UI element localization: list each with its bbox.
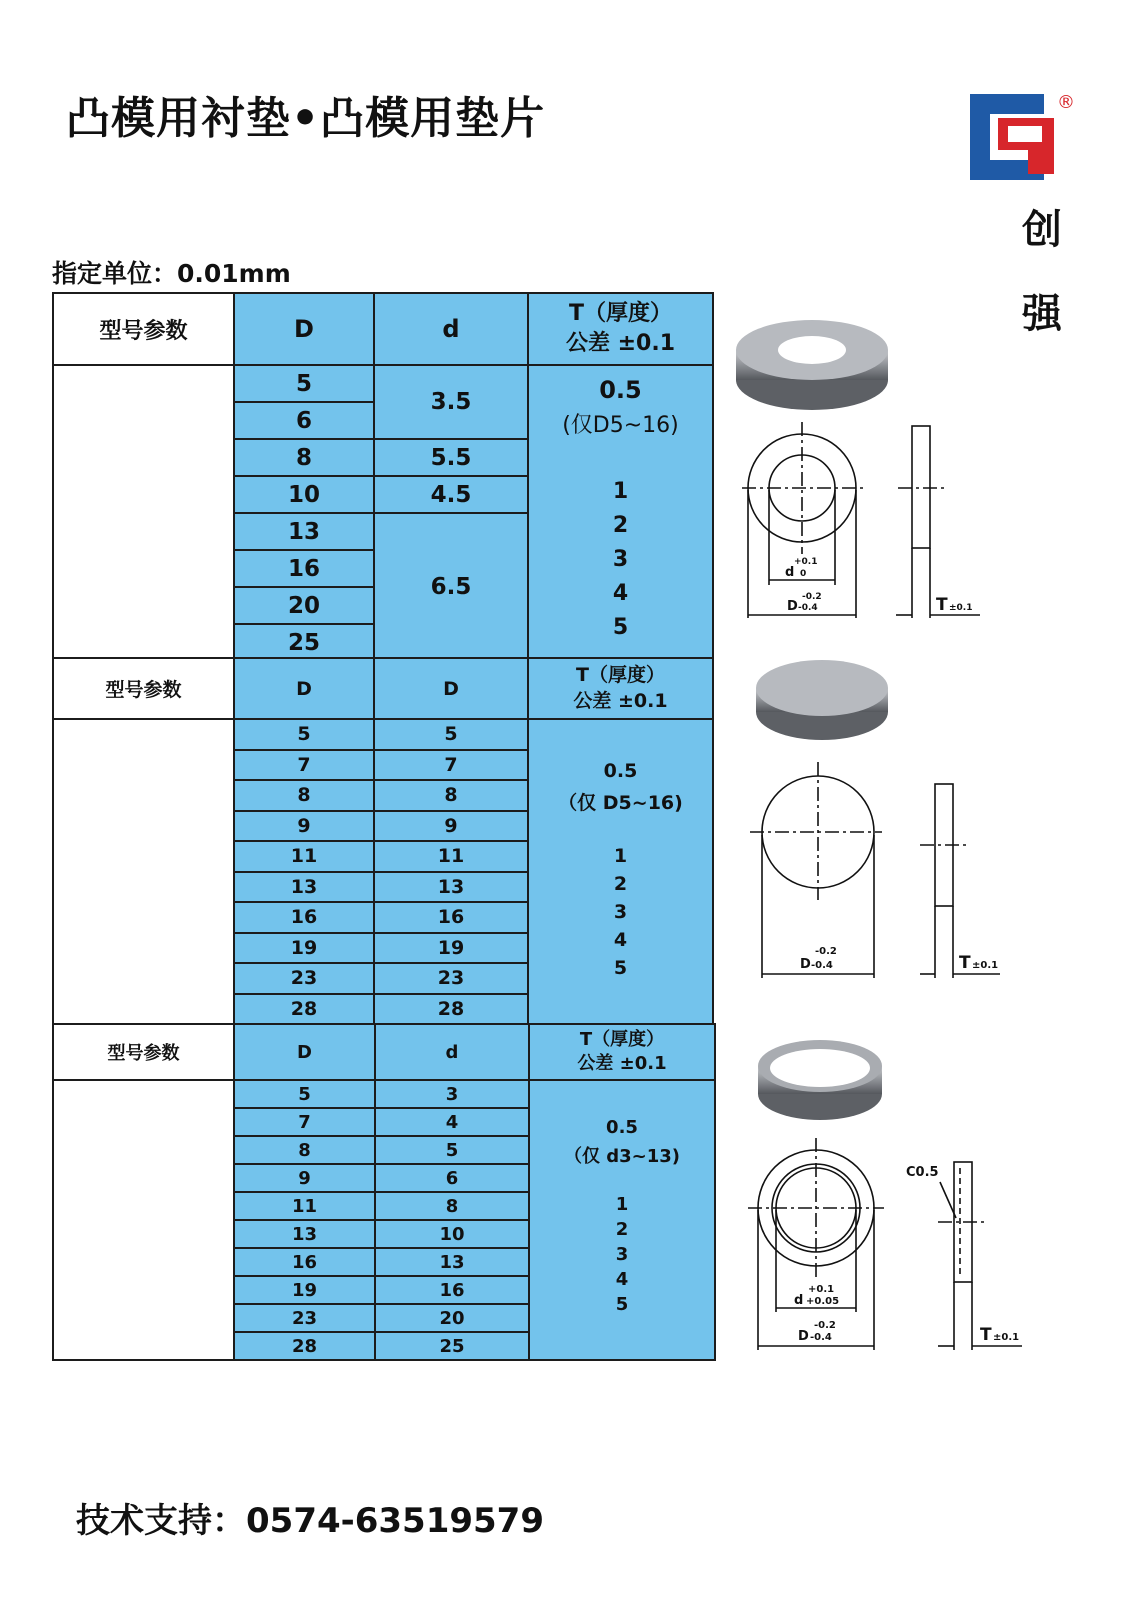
ring-drawing-3 [730, 1030, 1030, 1360]
T-cell: 0.5 (仅D5~16) 1 2 3 4 5 [528, 365, 713, 661]
brand-logo [966, 88, 1078, 184]
table-row: 6 [234, 402, 374, 439]
registered-mark: ® [1057, 92, 1075, 113]
d-cell: 6 [375, 1164, 529, 1192]
spec-table-1 [52, 292, 714, 662]
svg-text:-0.4: -0.4 [811, 960, 833, 971]
table-row: 13 [234, 1220, 375, 1248]
table-row: 28 [234, 994, 374, 1025]
d-cell: 16 [375, 1276, 529, 1304]
table-row: 23 [234, 1304, 375, 1332]
table-row: 9 [234, 811, 374, 842]
table-row: 8 [234, 439, 374, 476]
svg-text:+0.1: +0.1 [808, 1284, 835, 1295]
T-label: T [959, 953, 971, 973]
T-cell: 0.5 （仅 D5~16) 1 2 3 4 5 [528, 719, 713, 1024]
d-cell: 28 [374, 994, 528, 1025]
table-row: 19 [234, 1276, 375, 1304]
table-row: 11 [234, 841, 374, 872]
d-cell: 20 [375, 1304, 529, 1332]
table-row: 10 [234, 476, 374, 513]
d-cell: 7 [374, 750, 528, 781]
d-cell: 8 [374, 780, 528, 811]
d-cell: 6.5 [374, 513, 528, 661]
table-row: 25 [234, 624, 374, 661]
table-row: 9 [234, 1164, 375, 1192]
d-cell: 19 [374, 933, 528, 964]
table-row: 7 [234, 1108, 375, 1136]
table-row: 28 [234, 1332, 375, 1360]
chamfer-label: C0.5 [906, 1165, 939, 1180]
ring-front-view [748, 1138, 884, 1350]
d-cell: 4 [375, 1108, 529, 1136]
D-label: D [800, 957, 811, 972]
disc-photo [756, 660, 888, 740]
d-cell: 16 [374, 902, 528, 933]
svg-text:-0.4: -0.4 [798, 603, 818, 613]
d-label: d [794, 1293, 804, 1308]
ring-side-view [938, 1162, 1022, 1350]
svg-text:±0.1: ±0.1 [993, 1332, 1020, 1343]
washer-front-view [742, 422, 863, 618]
washer-photo [736, 320, 888, 410]
svg-text:0: 0 [800, 569, 807, 579]
washer-side-view [896, 426, 980, 618]
header-model: 型号参数 [53, 658, 234, 719]
table-row: 7 [234, 750, 374, 781]
model-cell [53, 365, 234, 661]
d-cell: 5.5 [374, 439, 528, 476]
disc-side-view [920, 784, 1000, 978]
header-d: D [374, 658, 528, 719]
table-row: 16 [234, 550, 374, 587]
table-row: 16 [234, 902, 374, 933]
model-cell [53, 719, 234, 1024]
table-row: 5 [234, 365, 374, 402]
svg-text:-0.2: -0.2 [802, 592, 822, 602]
table-row: 23 [234, 963, 374, 994]
table-row: 13 [234, 513, 374, 550]
ring-photo [758, 1040, 882, 1120]
T-label: T [936, 595, 948, 615]
header-d: d [375, 1024, 529, 1080]
T-label: T [980, 1325, 992, 1345]
d-cell: 3 [375, 1080, 529, 1108]
d-cell: 13 [374, 872, 528, 903]
svg-text:±0.1: ±0.1 [949, 603, 973, 613]
disc-drawing-2 [730, 650, 1010, 990]
svg-text:-0.2: -0.2 [815, 946, 837, 957]
header-model: 型号参数 [53, 293, 234, 365]
unit-note: 指定单位：0.01mm [52, 259, 291, 288]
d-cell: 10 [375, 1220, 529, 1248]
page-title: 凸模用衬垫•凸模用垫片 [66, 93, 546, 144]
table-row: 5 [234, 1080, 375, 1108]
table-row: 13 [234, 872, 374, 903]
spec-table-3 [52, 1023, 716, 1361]
d-cell: 8 [375, 1192, 529, 1220]
spec-table-2 [52, 657, 714, 1025]
svg-text:+0.1: +0.1 [794, 557, 818, 567]
d-cell: 9 [374, 811, 528, 842]
svg-text:-0.4: -0.4 [810, 1332, 832, 1343]
header-T: T（厚度） 公差 ±0.1 [529, 1024, 715, 1080]
d-cell: 13 [375, 1248, 529, 1276]
d-cell: 5 [375, 1136, 529, 1164]
header-T: T（厚度） 公差 ±0.1 [528, 293, 713, 365]
table-row: 5 [234, 719, 374, 750]
d-cell: 25 [375, 1332, 529, 1360]
table-row: 20 [234, 587, 374, 624]
washer-drawing-1 [730, 300, 1000, 640]
brand-name-1: 创 [1022, 207, 1062, 253]
d-cell: 5 [374, 719, 528, 750]
d-cell: 11 [374, 841, 528, 872]
d-label: d [785, 565, 795, 580]
d-cell: 23 [374, 963, 528, 994]
svg-text:-0.2: -0.2 [814, 1320, 836, 1331]
d-cell: 4.5 [374, 476, 528, 513]
svg-text:+0.05: +0.05 [806, 1296, 840, 1307]
table-row: 8 [234, 1136, 375, 1164]
svg-text:±0.1: ±0.1 [972, 960, 999, 971]
table-row: 19 [234, 933, 374, 964]
header-D: D [234, 1024, 375, 1080]
header-D: D [234, 658, 374, 719]
d-cell: 3.5 [374, 365, 528, 439]
header-D: D [234, 293, 374, 365]
table-row: 16 [234, 1248, 375, 1276]
header-model: 型号参数 [53, 1024, 234, 1080]
table-row: 8 [234, 780, 374, 811]
model-cell [53, 1080, 234, 1360]
D-label: D [798, 1329, 809, 1344]
table-row: 11 [234, 1192, 375, 1220]
header-d: d [374, 293, 528, 365]
T-cell: 0.5 （仅 d3~13) 1 2 3 4 5 [529, 1080, 715, 1360]
brand-name-2: 强 [1022, 291, 1062, 337]
tech-support-phone: 技术支持：0574-63519579 [76, 1501, 544, 1541]
header-T: T（厚度） 公差 ±0.1 [528, 658, 713, 719]
D-label: D [787, 599, 798, 614]
